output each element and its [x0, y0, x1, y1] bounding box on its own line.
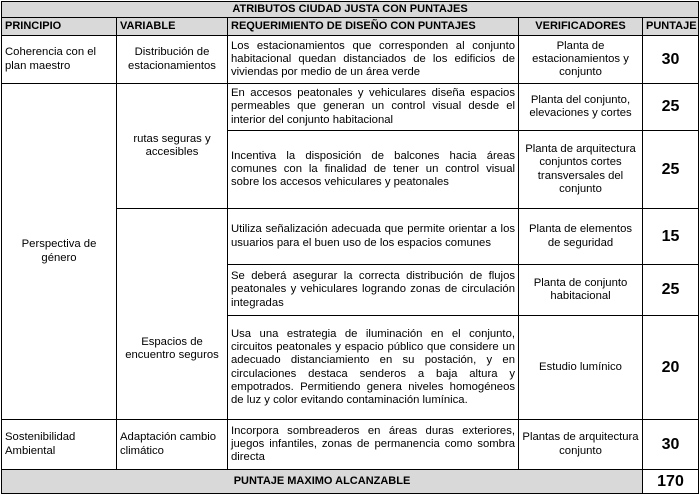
requerimiento-cell: Usa una estrategia de iluminación en el conjunto, circuitos peatonales y espacio público que considere un adecuado distanciamiento en su postación, y en circulaciones destaca senderos a baja altura y empotrados. Permitiendo genera niveles homogéneos de luz y color evitando contaminación lumínica.: [228, 316, 519, 420]
verificador-cell: Planta del conjunto, elevaciones y cortes: [519, 84, 643, 131]
header-puntaje: PUNTAJE: [643, 18, 699, 36]
puntaje-cell: 25: [643, 131, 699, 209]
requerimiento-cell: En accesos peatonales y vehiculares diseña espacios permeables que generan un control visual desde el interior del conjunto habitacional: [228, 84, 519, 131]
puntaje-cell: 30: [643, 420, 699, 470]
verificador-cell: Planta de arquitectura conjuntos cortes transversales del conjunto: [519, 131, 643, 209]
verificador-cell: Planta de estacionamientos y conjunto: [519, 36, 643, 84]
puntaje-cell: 20: [643, 316, 699, 420]
table-row: [2, 420, 699, 470]
header-verificadores: VERIFICADORES: [519, 18, 643, 36]
table-row: [2, 84, 699, 131]
variable-cell: Espacios de encuentro seguros: [117, 209, 228, 420]
requerimiento-cell: Los estacionamientos que corresponden al conjunto habitacional quedan distanciados de los edificios de viviendas por medio de un área verde: [228, 36, 519, 84]
table-row: [2, 36, 699, 84]
verificador-cell: Plantas de arquitectura conjunto: [519, 420, 643, 470]
variable-cell: Adaptación cambio climático: [117, 420, 228, 470]
verificador-cell: Planta de elementos de seguridad: [519, 209, 643, 265]
footer-row: [2, 470, 699, 494]
title-row: [2, 2, 699, 18]
header-variable: VARIABLE: [117, 18, 228, 36]
max-score-total: 170: [643, 470, 699, 494]
requerimiento-cell: Incorpora sombreaderos en áreas duras exteriores, juegos infantiles, zonas de permanencia como sombra directa: [228, 420, 519, 470]
requerimiento-cell: Incentiva la disposición de balcones hacia áreas comunes con la finalidad de tener un control visual sobre los accesos vehiculares y peatonales: [228, 131, 519, 209]
header-requerimiento: REQUERIMIENTO DE DISEÑO CON PUNTAJES: [228, 18, 519, 36]
header-row: [2, 18, 699, 36]
verificador-cell: Planta de conjunto habitacional: [519, 265, 643, 316]
variable-cell: Distribución de estacionamientos: [117, 36, 228, 84]
max-score-label: PUNTAJE MAXIMO ALCANZABLE: [2, 470, 643, 494]
puntaje-cell: 25: [643, 265, 699, 316]
puntaje-cell: 30: [643, 36, 699, 84]
requerimiento-cell: Utiliza señalización adecuada que permite orientar a los usuarios para el buen uso de los espacios comunes: [228, 209, 519, 265]
table-title: ATRIBUTOS CIUDAD JUSTA CON PUNTAJES: [2, 2, 699, 18]
principio-cell: Sostenibilidad Ambiental: [2, 420, 117, 470]
header-principio: PRINCIPIO: [2, 18, 117, 36]
puntaje-cell: 25: [643, 84, 699, 131]
attributes-table: [1, 1, 699, 494]
puntaje-cell: 15: [643, 209, 699, 265]
verificador-cell: Estudio lumínico: [519, 316, 643, 420]
principio-cell: Perspectiva de género: [2, 84, 117, 420]
principio-cell: Coherencia con el plan maestro: [2, 36, 117, 84]
variable-cell: rutas seguras y accesibles: [117, 84, 228, 209]
requerimiento-cell: Se deberá asegurar la correcta distribución de flujos peatonales y vehiculares logrando zonas de circulación integradas: [228, 265, 519, 316]
